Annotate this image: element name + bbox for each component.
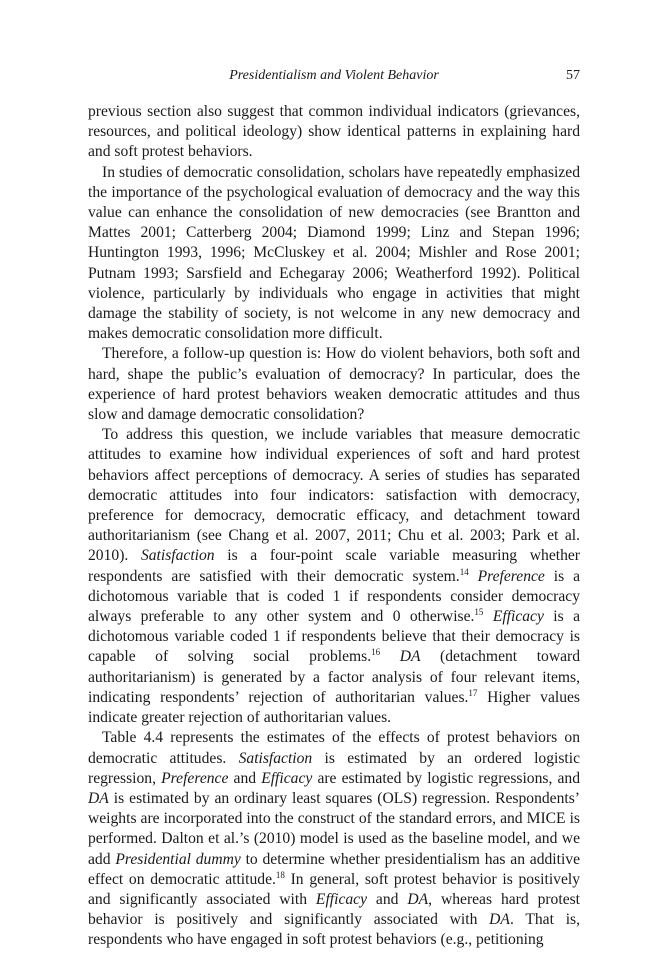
book-page — [88, 68, 580, 951]
footnote-ref: 15 — [474, 607, 484, 618]
text-run — [483, 608, 492, 625]
text-run: . That is, respondents who have engaged in soft protest behaviors (e.g., petitioning — [88, 911, 580, 949]
italic-term: Efficacy — [492, 608, 544, 626]
footnote-ref: 16 — [371, 647, 381, 658]
text-run: Therefore, a follow-up question is: How do violent behaviors, both soft and hard, shape the public’s evaluation of democracy? In particular, does the experience of hard protest behaviors weaken democratic attitudes and thus slow and damage democratic consolidation? — [88, 345, 580, 424]
paragraph — [88, 344, 580, 425]
text-run: and — [367, 890, 408, 908]
italic-term: DA — [399, 648, 421, 666]
text-run: are estimated by logistic regressions, and — [312, 769, 581, 787]
paragraph — [88, 163, 580, 345]
footnote-ref: 14 — [459, 566, 469, 577]
italic-term: Efficacy — [261, 769, 313, 787]
text-run: In studies of democratic consolidation, scholars have repeatedly emphasized the importance of the psychological evaluation of democracy and the way this value can enhance the consolidation of new democracies (see Brantton and Mattes 2001; Catterberg 2004; Diamond 1999; Linz and Stepan 1996; Huntington 1993, 1996; McCluskey et al. 2004; Mishler and Rose 2001; Putnam 1993; Sarsfield and Echegaray 2006; Weatherford 1992). Political violence, particularly by individuals who engage in activities that might damage the stability of society, is not welcome in any new democracy and makes democratic consolidation more difficult. — [88, 163, 580, 343]
italic-term: Satisfaction — [140, 547, 215, 565]
text-run: Higher values indicate greater rejection of authoritarian values. — [88, 688, 580, 727]
text-run: Table 4.4 represents the estimates of the effects of protest behaviors on democratic attitudes. — [88, 729, 580, 767]
text-run: previous section also suggest that common individual indicators (grievances, resources, and political ideology) show identical patterns in explaining hard and soft protest behaviors. — [88, 103, 580, 161]
running-title: Presidentialism and Violent Behavior — [229, 68, 439, 83]
text-run: is a dichotomous variable coded 1 if respondents believe that their democracy is capable of solving social problems. — [88, 608, 580, 666]
italic-term: Presidential dummy — [115, 850, 241, 868]
footnote-ref: 18 — [275, 869, 285, 880]
text-run: to determine whether presidentialism has an additive effect on democratic attitude. — [88, 850, 581, 888]
italic-term: Preference — [477, 567, 545, 585]
italic-term: DA — [88, 789, 109, 807]
paragraph — [88, 425, 580, 728]
footnote-ref: 17 — [468, 687, 478, 698]
text-run — [380, 648, 400, 665]
text-run: is a dichotomous variable that is coded 1 if respondents consider democracy always preferable to any other system and 0 otherwise. — [88, 567, 580, 626]
text-run: (detachment toward authoritarianism) is generated by a factor analysis of four relevant items, indicating respondents’ rejection of authoritarian values. — [88, 648, 580, 706]
italic-term: DA — [407, 890, 429, 908]
text-run: is estimated by an ordinary least squares (OLS) regression. Respondents’ weights are incorporated into the construct of the standard errors, and MICE is performed. Dalton et al.’s (2010) model is used as the baseline model, and we add — [88, 789, 580, 868]
body-text — [88, 102, 580, 951]
text-run: In general, soft protest behavior is positively and significantly associated with — [88, 870, 580, 908]
page-number: 57 — [566, 68, 580, 83]
text-run: is a four-point scale variable measuring whether respondents are satisfied with their democratic system. — [88, 547, 580, 585]
text-run: To address this question, we include variables that measure democratic attitudes to examine how individual experiences of soft and hard protest behaviors affect perceptions of democracy. A series of studies has separated democratic attitudes into four indicators: satisfaction with democracy, preference for democracy, democratic efficacy, and detachment toward authoritarianism (see Chang et al. 2007, 2011; Chu et al. 2003; Park et al. 2010). — [88, 426, 580, 565]
running-head — [88, 68, 580, 90]
paragraph — [88, 102, 580, 163]
text-run — [469, 568, 478, 585]
text-run: is estimated by an ordered logistic regression, — [88, 749, 580, 787]
text-run: , whereas hard protest behavior is positively and significantly associated with — [88, 890, 581, 929]
italic-term: Efficacy — [315, 890, 368, 908]
italic-term: DA — [489, 911, 510, 929]
italic-term: Satisfaction — [238, 749, 313, 767]
italic-term: Preference — [161, 769, 229, 787]
paragraph — [88, 728, 580, 950]
text-run: and — [228, 769, 262, 787]
